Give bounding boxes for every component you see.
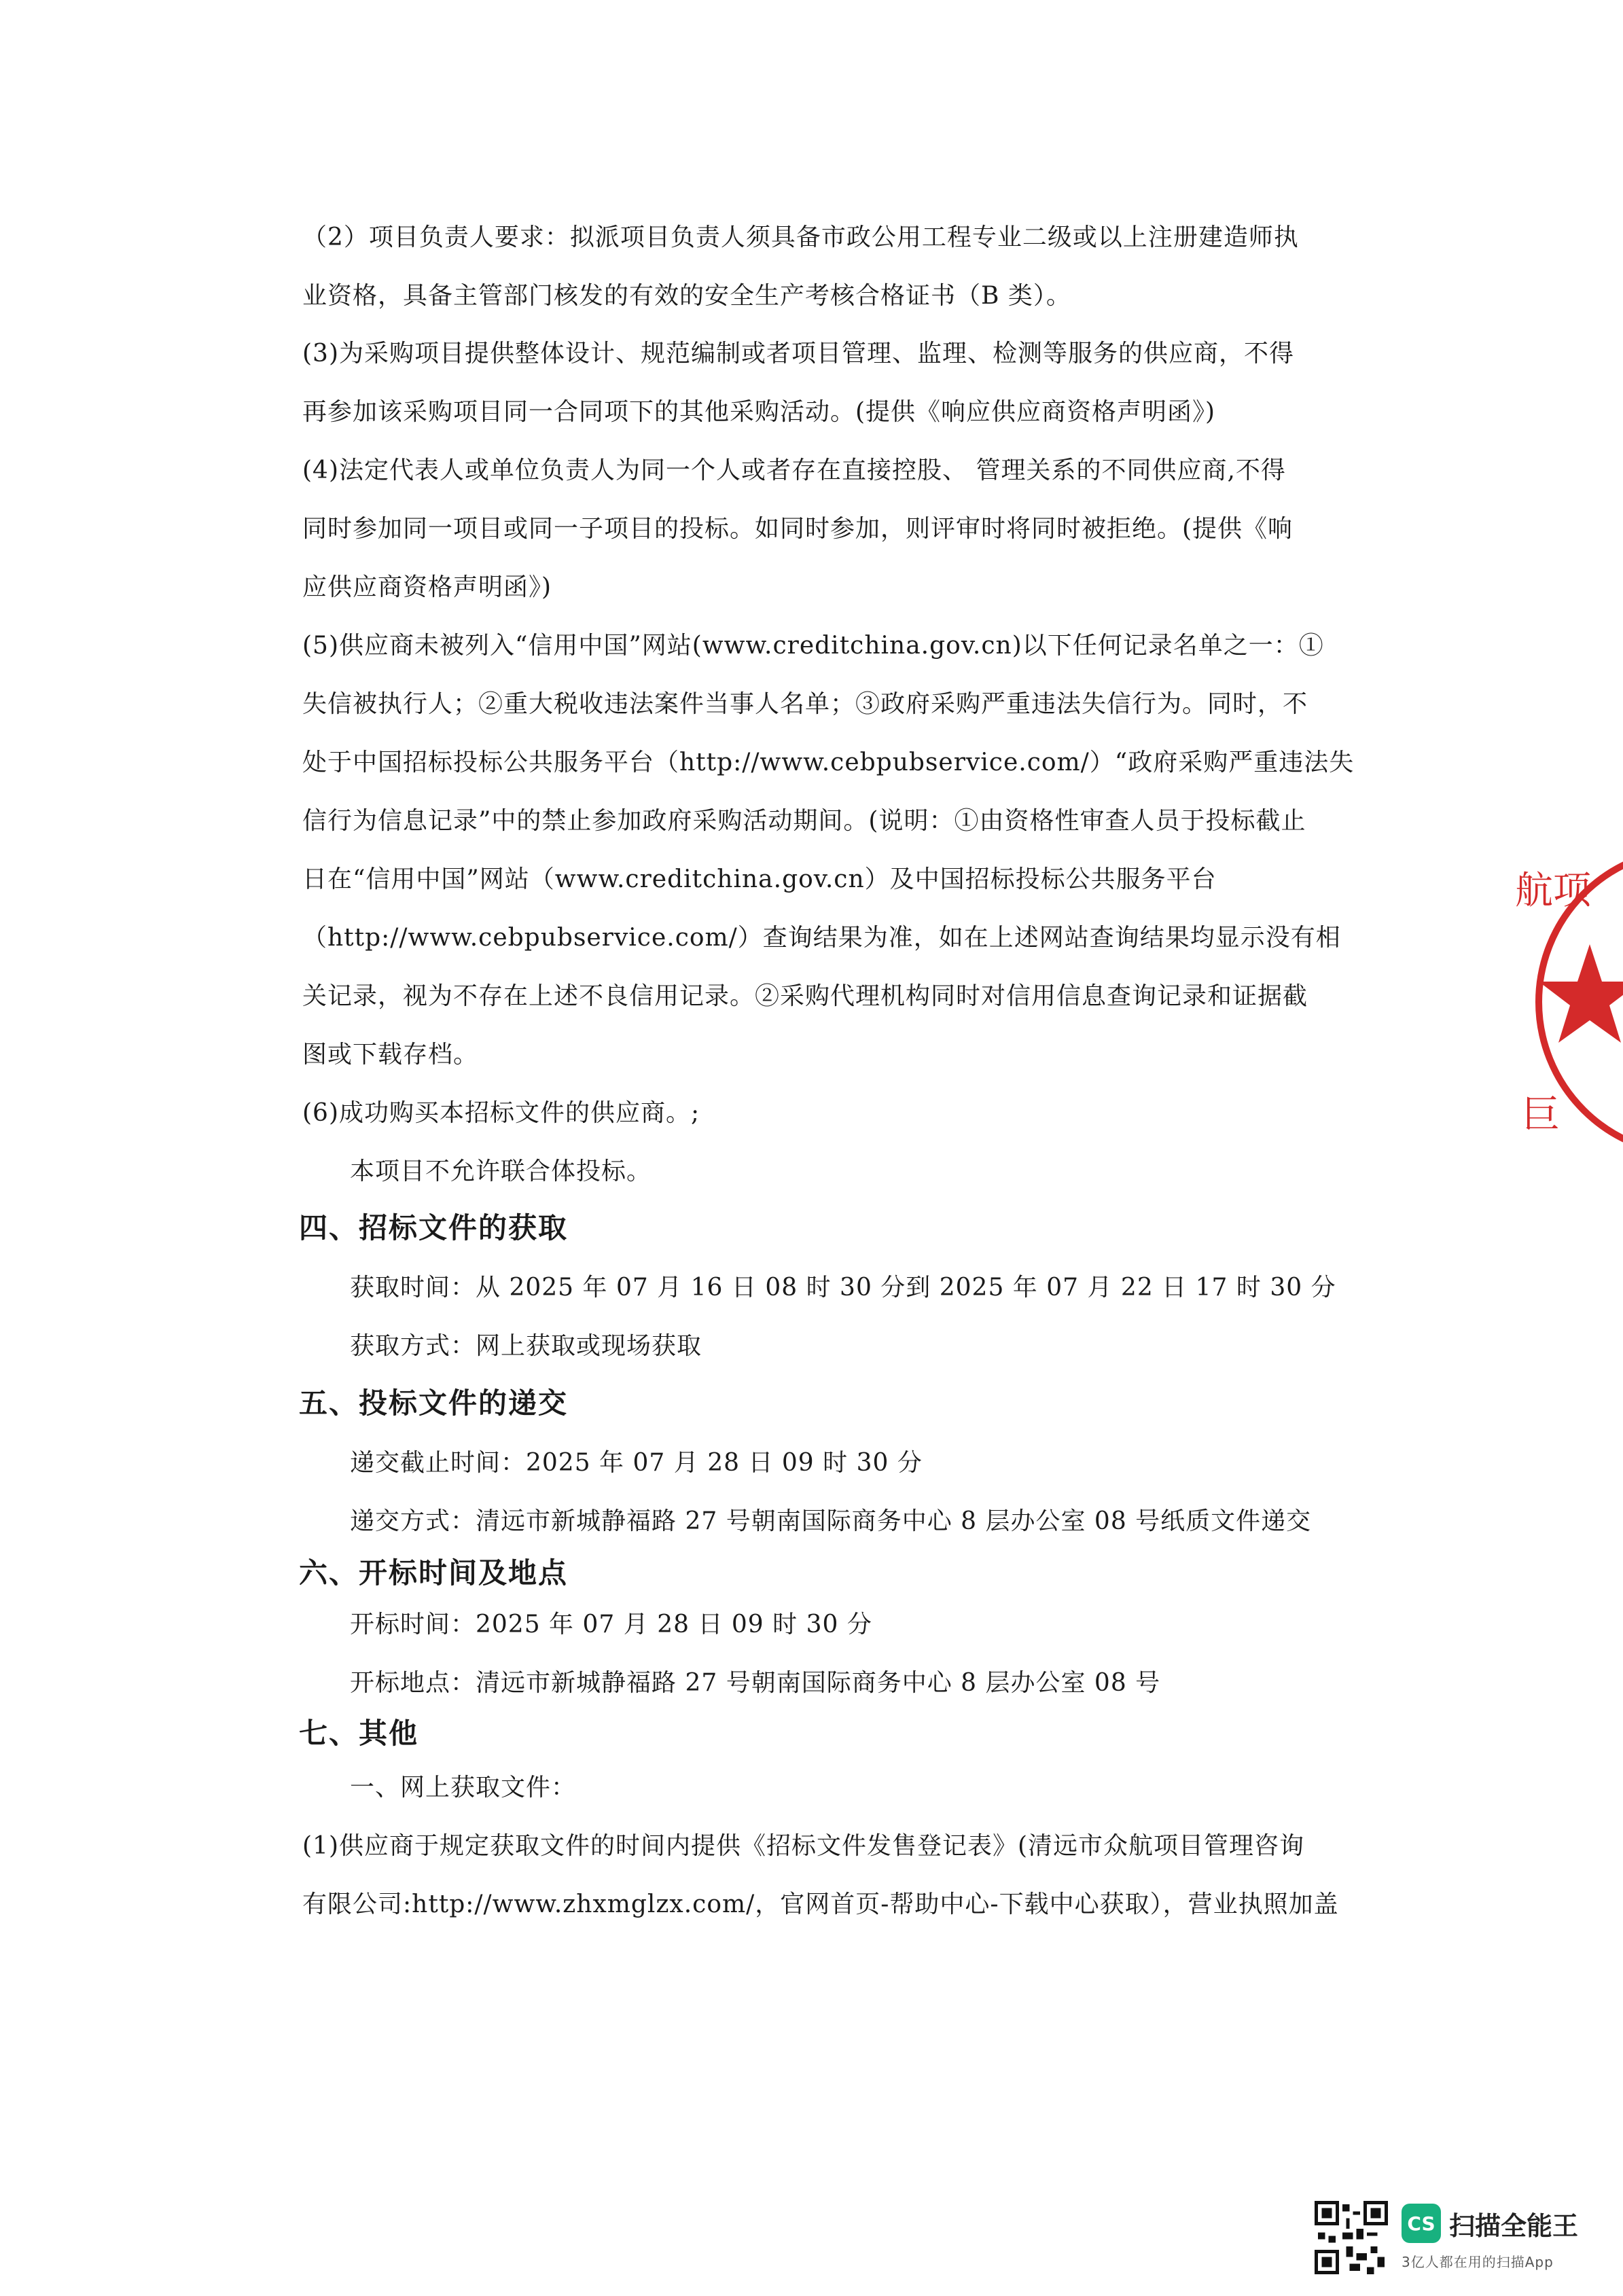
section-4-heading: 四、招标文件的获取 (299, 1211, 569, 1244)
paragraph-4-line-2: 同时参加同一项目或同一子项目的投标。如同时参加，则评审时将同时被拒绝。(提供《响 (302, 515, 1294, 543)
red-official-seal (1495, 842, 1623, 1162)
section-5-heading: 五、投标文件的递交 (299, 1386, 569, 1420)
seal-text-top: 航项 (1515, 869, 1591, 913)
online-acquisition-subheading: 一、网上获取文件： (350, 1774, 577, 1801)
section-7-heading: 七、其他 (299, 1717, 419, 1750)
acquisition-method: 获取方式：网上获取或现场获取 (350, 1332, 702, 1360)
paragraph-5-line-6: （http://www.cebpubservice.com/）查询结果为准，如在上述网站查询结果均显示没有相 (302, 924, 1341, 952)
paragraph-2-line-2: 业资格，具备主管部门核发的有效的安全生产考核合格证书（B 类）。 (302, 282, 1071, 310)
submission-deadline: 递交截止时间：2025 年 07 月 28 日 09 时 30 分 (350, 1449, 923, 1477)
paragraph-4-line-1: (4)法定代表人或单位负责人为同一个人或者存在直接控股、 管理关系的不同供应商,不得 (302, 456, 1286, 484)
acquisition-time: 获取时间：从 2025 年 07 月 16 日 08 时 30 分到 2025 年 07 月 22 日 17 时 30 分 (350, 1274, 1336, 1302)
submission-method: 递交方式：清远市新城静福路 27 号朝南国际商务中心 8 层办公室 08 号纸质文件递交 (350, 1507, 1312, 1535)
paragraph-5-line-1: (5)供应商未被列入“信用中国”网站(www.creditchina.gov.cn)以下任何记录名单之一：① (302, 632, 1324, 660)
paragraph-5-line-8: 图或下载存档。 (302, 1041, 479, 1069)
bid-opening-time: 开标时间：2025 年 07 月 28 日 09 时 30 分 (350, 1611, 872, 1638)
camscanner-logo-icon: CS (1402, 2204, 1441, 2243)
online-acquisition-line-2: 有限公司:http://www.zhxmglzx.com/，官网首页-帮助中心-下载中心获取），营业执照加盖 (302, 1890, 1339, 1918)
paragraph-6: (6)成功购买本招标文件的供应商。; (302, 1099, 700, 1127)
paragraph-3-line-1: (3)为采购项目提供整体设计、规范编制或者项目管理、监理、检测等服务的供应商，不得 (302, 340, 1294, 367)
seal-text-bottom: 巨 (1522, 1093, 1560, 1137)
qr-code-icon (1315, 2201, 1388, 2274)
scanner-app-tagline: 3亿人都在用的扫描App (1402, 2254, 1554, 2270)
seal-star-icon (1539, 944, 1623, 1043)
scanner-watermark (1315, 2201, 1600, 2276)
consortium-note: 本项目不允许联合体投标。 (350, 1158, 652, 1185)
online-acquisition-line-1: (1)供应商于规定获取文件的时间内提供《招标文件发售登记表》(清远市众航项目管理咨询 (302, 1832, 1305, 1860)
paragraph-5-line-4: 信行为信息记录”中的禁止参加政府采购活动期间。(说明：①由资格性审查人员于投标截止 (302, 807, 1306, 835)
section-6-heading: 六、开标时间及地点 (299, 1556, 569, 1590)
scanner-app-name: 扫描全能王 (1449, 2211, 1579, 2241)
paragraph-5-line-2: 失信被执行人；②重大税收违法案件当事人名单；③政府采购严重违法失信行为。同时，不 (302, 690, 1308, 718)
paragraph-5-line-7: 关记录，视为不存在上述不良信用记录。②采购代理机构同时对信用信息查询记录和证据截 (302, 982, 1308, 1010)
bid-opening-place: 开标地点：清远市新城静福路 27 号朝南国际商务中心 8 层办公室 08 号 (350, 1669, 1161, 1697)
paragraph-5-line-3: 处于中国招标投标公共服务平台（http://www.cebpubservice.com/）“政府采购严重违法失 (302, 749, 1355, 776)
paragraph-5-line-5: 日在“信用中国”网站（www.creditchina.gov.cn）及中国招标投标公共服务平台 (302, 865, 1217, 893)
paragraph-2-line-1: （2）项目负责人要求：拟派项目负责人须具备市政公用工程专业二级或以上注册建造师执 (302, 223, 1299, 251)
paragraph-3-line-2: 再参加该采购项目同一合同项下的其他采购活动。(提供《响应供应商资格声明函》) (302, 398, 1216, 426)
paragraph-4-line-3: 应供应商资格声明函》) (302, 573, 552, 601)
